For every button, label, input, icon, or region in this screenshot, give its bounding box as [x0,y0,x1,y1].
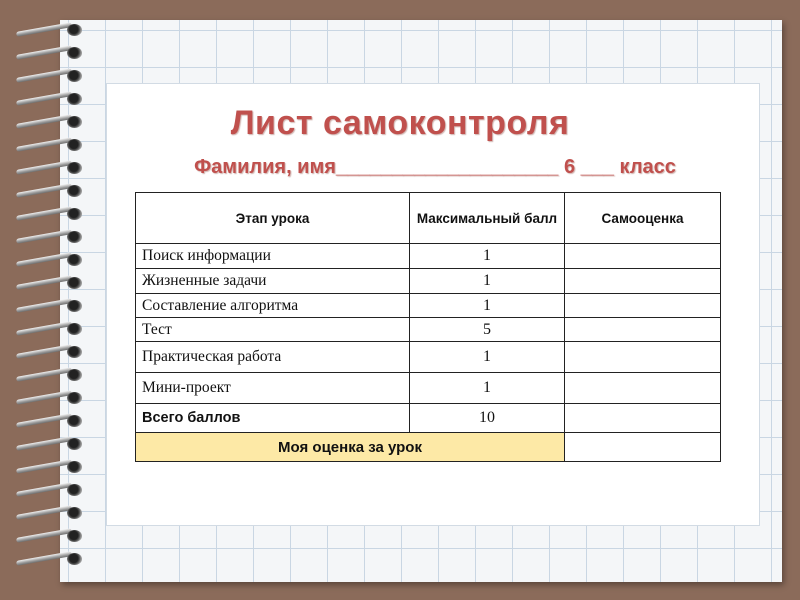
max-score-cell: 5 [410,318,565,342]
max-score-cell: 1 [410,269,565,294]
header-self-assessment: Самооценка [565,193,721,244]
self-score-cell[interactable] [565,269,721,294]
grade-label: Моя оценка за урок [136,433,565,462]
header-stage: Этап урока [136,193,410,244]
page-title: Лист самоконтроля [230,104,570,142]
total-label: Всего баллов [136,404,410,433]
table-row [136,244,721,269]
max-score-cell: 1 [410,294,565,318]
name-class-line: Фамилия, имя____________________ 6 ___ класс [194,156,676,178]
grade-row [136,433,721,462]
self-score-cell[interactable] [565,244,721,269]
table-row [136,318,721,342]
self-score-cell[interactable] [565,294,721,318]
header-max-score: Максимальный балл [410,193,565,244]
stage-cell: Составление алгоритма [136,294,410,318]
table-header-row [136,193,721,244]
stage-cell: Поиск информации [136,244,410,269]
total-value: 10 [410,404,565,433]
stage-cell: Мини-проект [136,373,410,404]
self-score-cell[interactable] [565,318,721,342]
stage-cell: Практическая работа [136,342,410,373]
total-row [136,404,721,433]
table-row [136,269,721,294]
stage-cell: Тест [136,318,410,342]
max-score-cell: 1 [410,342,565,373]
grade-cell[interactable] [565,433,721,462]
total-self-score-cell[interactable] [565,404,721,433]
table-row [136,294,721,318]
self-assessment-table [135,192,721,462]
stage-cell: Жизненные задачи [136,269,410,294]
table-row [136,373,721,404]
table-row [136,342,721,373]
self-score-cell[interactable] [565,373,721,404]
max-score-cell: 1 [410,373,565,404]
self-score-cell[interactable] [565,342,721,373]
max-score-cell: 1 [410,244,565,269]
